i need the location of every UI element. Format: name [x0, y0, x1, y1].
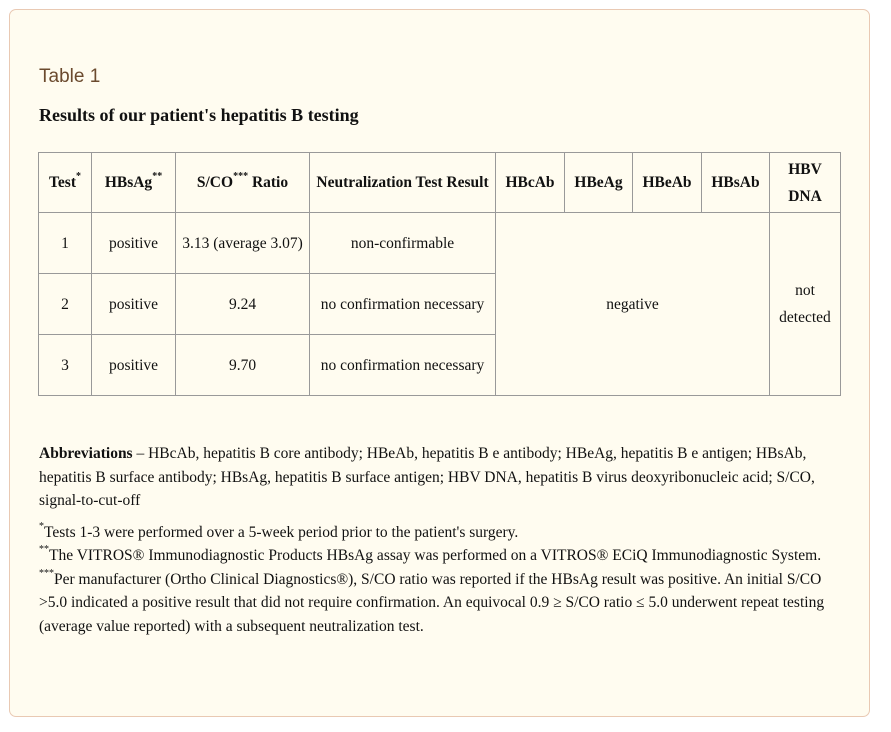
table-title: Results of our patient's hepatitis B testing — [39, 105, 359, 125]
cell-neutralization: no confirmation necessary — [310, 274, 496, 335]
cell-sco: 9.24 — [176, 274, 310, 335]
header-neutralization: Neutralization Test Result — [310, 153, 496, 213]
header-hbsab: HBsAb — [702, 153, 770, 213]
header-sco: S/CO*** Ratio — [176, 153, 310, 213]
cell-hbsag: positive — [92, 274, 176, 335]
table-notes — [39, 442, 839, 638]
cell-test: 2 — [39, 274, 92, 335]
cell-negative: negative — [496, 213, 770, 396]
cell-sco: 9.70 — [176, 335, 310, 396]
header-hbeab: HBeAb — [633, 153, 702, 213]
cell-hbsag: positive — [92, 335, 176, 396]
footnote: *Tests 1-3 were performed over a 5-week period prior to the patient's surgery. — [39, 520, 519, 541]
cell-neutralization: no confirmation necessary — [310, 335, 496, 396]
cell-hbsag: positive — [92, 213, 176, 274]
table-row — [39, 213, 841, 274]
cell-sco: 3.13 (average 3.07) — [176, 213, 310, 274]
cell-test: 1 — [39, 213, 92, 274]
table-label: Table 1 — [39, 66, 101, 87]
cell-hbv-dna: not detected — [770, 213, 841, 396]
header-hbcab: HBcAb — [496, 153, 565, 213]
table-card — [9, 9, 870, 717]
header-row — [39, 153, 841, 213]
footnote: ***Per manufacturer (Ortho Clinical Diagnostics®), S/CO ratio was reported if the HBsAg result was positive. An initial S/CO >5.0 indicated a positive result that did not require confirmation. An equivocal 0.9 ≥ S/CO ratio ≤ 5.0 underwent repeat testing (average value reported) with a subsequent neutralization test. — [39, 567, 825, 635]
cell-test: 3 — [39, 335, 92, 396]
footnote: **The VITROS® Immunodiagnostic Products HBsAg assay was performed on a VITROS® ECiQ Immunodiagnostic System. — [39, 544, 822, 564]
cell-neutralization: non-confirmable — [310, 213, 496, 274]
header-hbsag: HBsAg** — [92, 153, 176, 213]
header-hbv-dna: HBV DNA — [770, 153, 841, 213]
abbreviations: Abbreviations – HBcAb, hepatitis B core antibody; HBeAb, hepatitis B e antibody; HBeAg, hepatitis B e antigen; HBsAb, hepatitis B surface antibody; HBsAg, hepatitis B surface antigen; HBV DNA, hepatitis B virus deoxyribonucleic acid; S/CO, signal-to-cut-off — [39, 445, 815, 509]
header-test: Test* — [39, 153, 92, 213]
results-table — [38, 152, 841, 396]
header-hbeag: HBeAg — [565, 153, 633, 213]
